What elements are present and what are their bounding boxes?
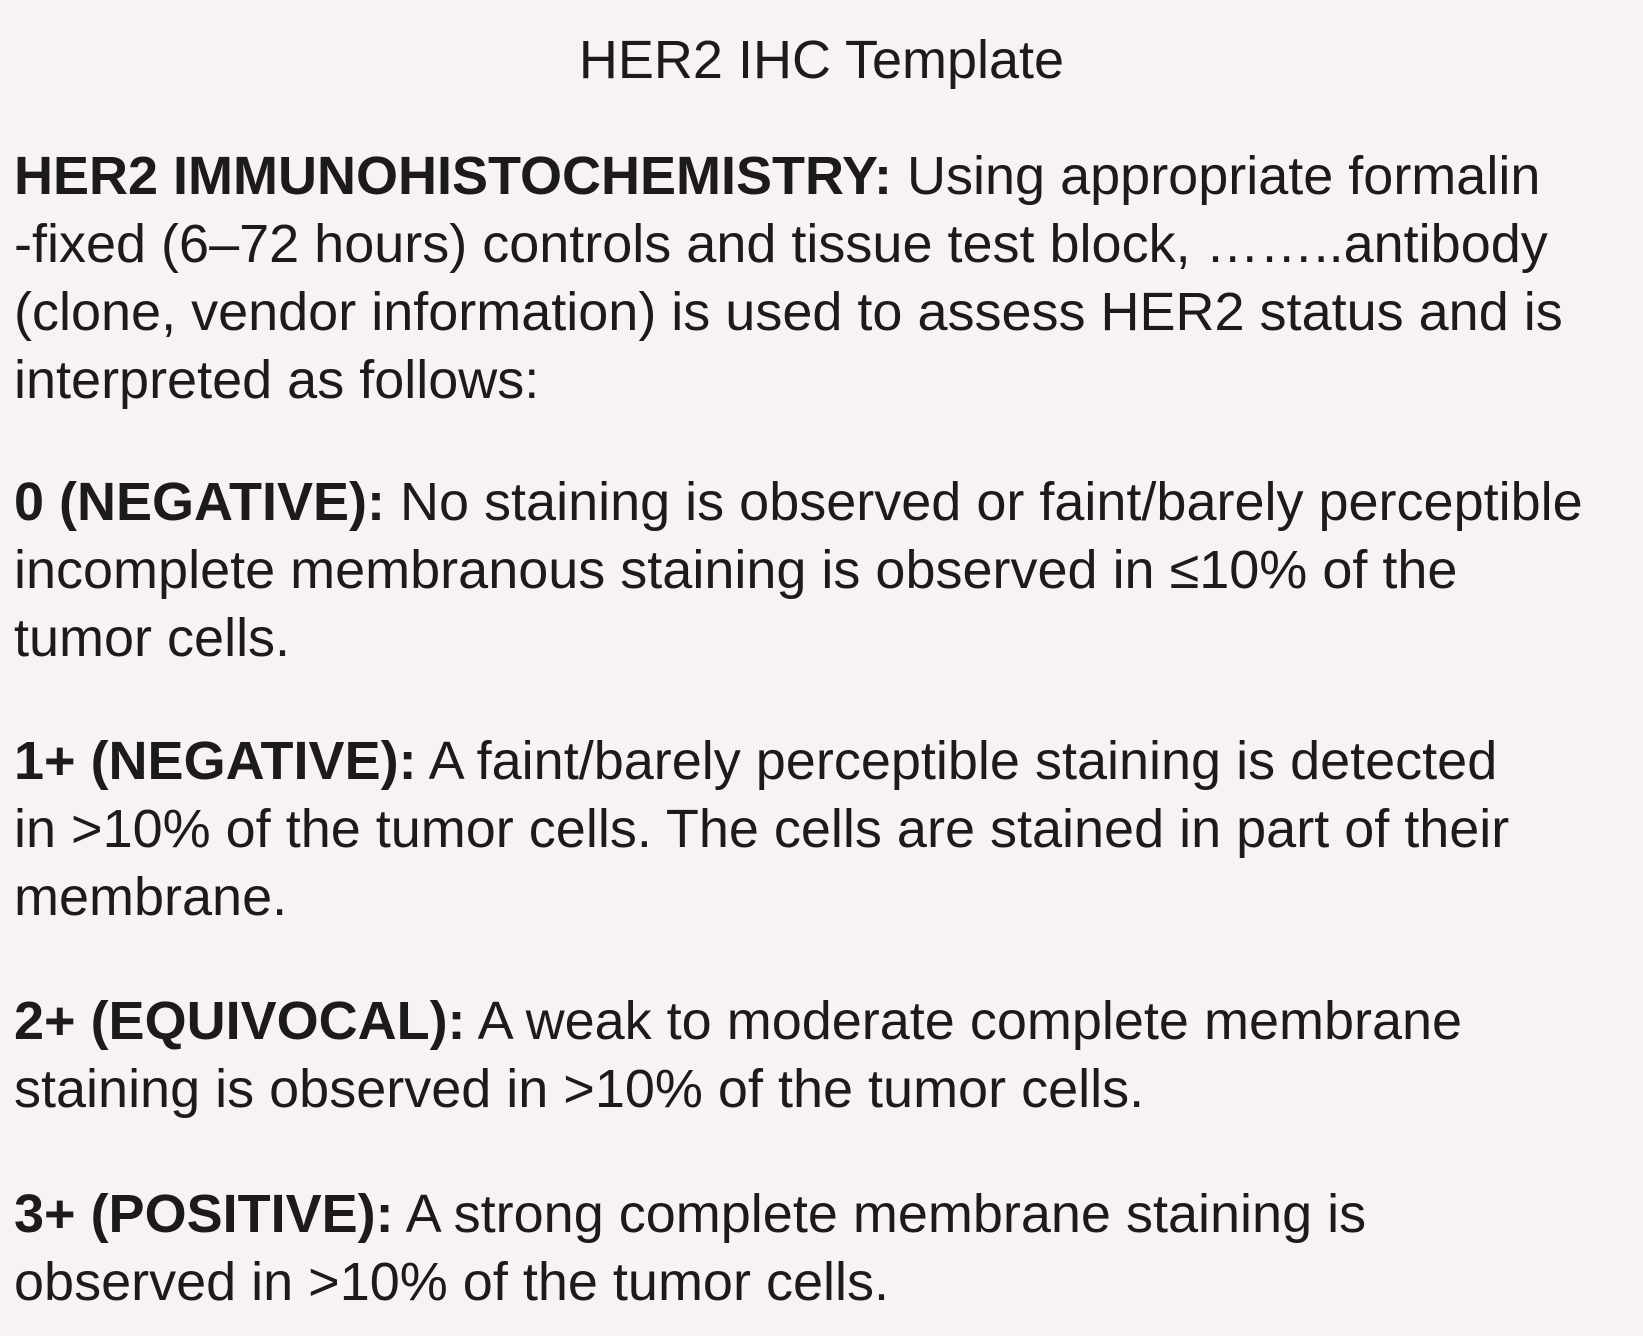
score-0-line-2: incomplete membranous staining is observed in ≤10% of the — [14, 540, 1458, 600]
score-3-text-1: A strong complete membrane staining is — [393, 1184, 1367, 1244]
score-2-paragraph — [14, 987, 1639, 1123]
intro-label: HER2 IMMUNOHISTOCHEMISTRY: — [14, 146, 893, 206]
score-1-text-1: A faint/barely perceptible staining is detected — [416, 731, 1498, 791]
score-0-paragraph — [14, 468, 1639, 672]
intro-line-4: interpreted as follows: — [14, 350, 540, 410]
score-2-text-1: A weak to moderate complete membrane — [465, 991, 1463, 1051]
score-2-line-2: staining is observed in >10% of the tumor cells. — [14, 1059, 1145, 1119]
score-1-line-2: in >10% of the tumor cells. The cells are stained in part of their — [14, 799, 1510, 859]
score-2-line-1 — [14, 987, 1639, 1055]
intro-text-1: Using appropriate formalin — [892, 146, 1541, 206]
score-2-label: 2+ (EQUIVOCAL): — [14, 991, 466, 1051]
intro-line-1 — [14, 142, 1639, 210]
intro-paragraph — [14, 142, 1639, 414]
score-3-label: 3+ (POSITIVE): — [14, 1184, 394, 1244]
score-1-line-3: membrane. — [14, 867, 288, 927]
score-1-label: 1+ (NEGATIVE): — [14, 731, 417, 791]
score-1-line-1 — [14, 727, 1639, 795]
score-0-line-3: tumor cells. — [14, 608, 291, 668]
score-3-paragraph — [14, 1180, 1639, 1316]
intro-line-3: (clone, vendor information) is used to assess HER2 status and is — [14, 282, 1563, 342]
intro-line-2: -fixed (6–72 hours) controls and tissue test block, ……..antibody — [14, 214, 1548, 274]
score-3-line-2: observed in >10% of the tumor cells. — [14, 1252, 889, 1312]
page-title: HER2 IHC Template — [578, 30, 1065, 90]
score-0-label: 0 (NEGATIVE): — [14, 472, 386, 532]
score-0-line-1 — [14, 468, 1639, 536]
score-3-line-1 — [14, 1180, 1639, 1248]
score-1-paragraph — [14, 727, 1639, 931]
score-0-text-1: No staining is observed or faint/barely perceptible — [385, 472, 1583, 532]
